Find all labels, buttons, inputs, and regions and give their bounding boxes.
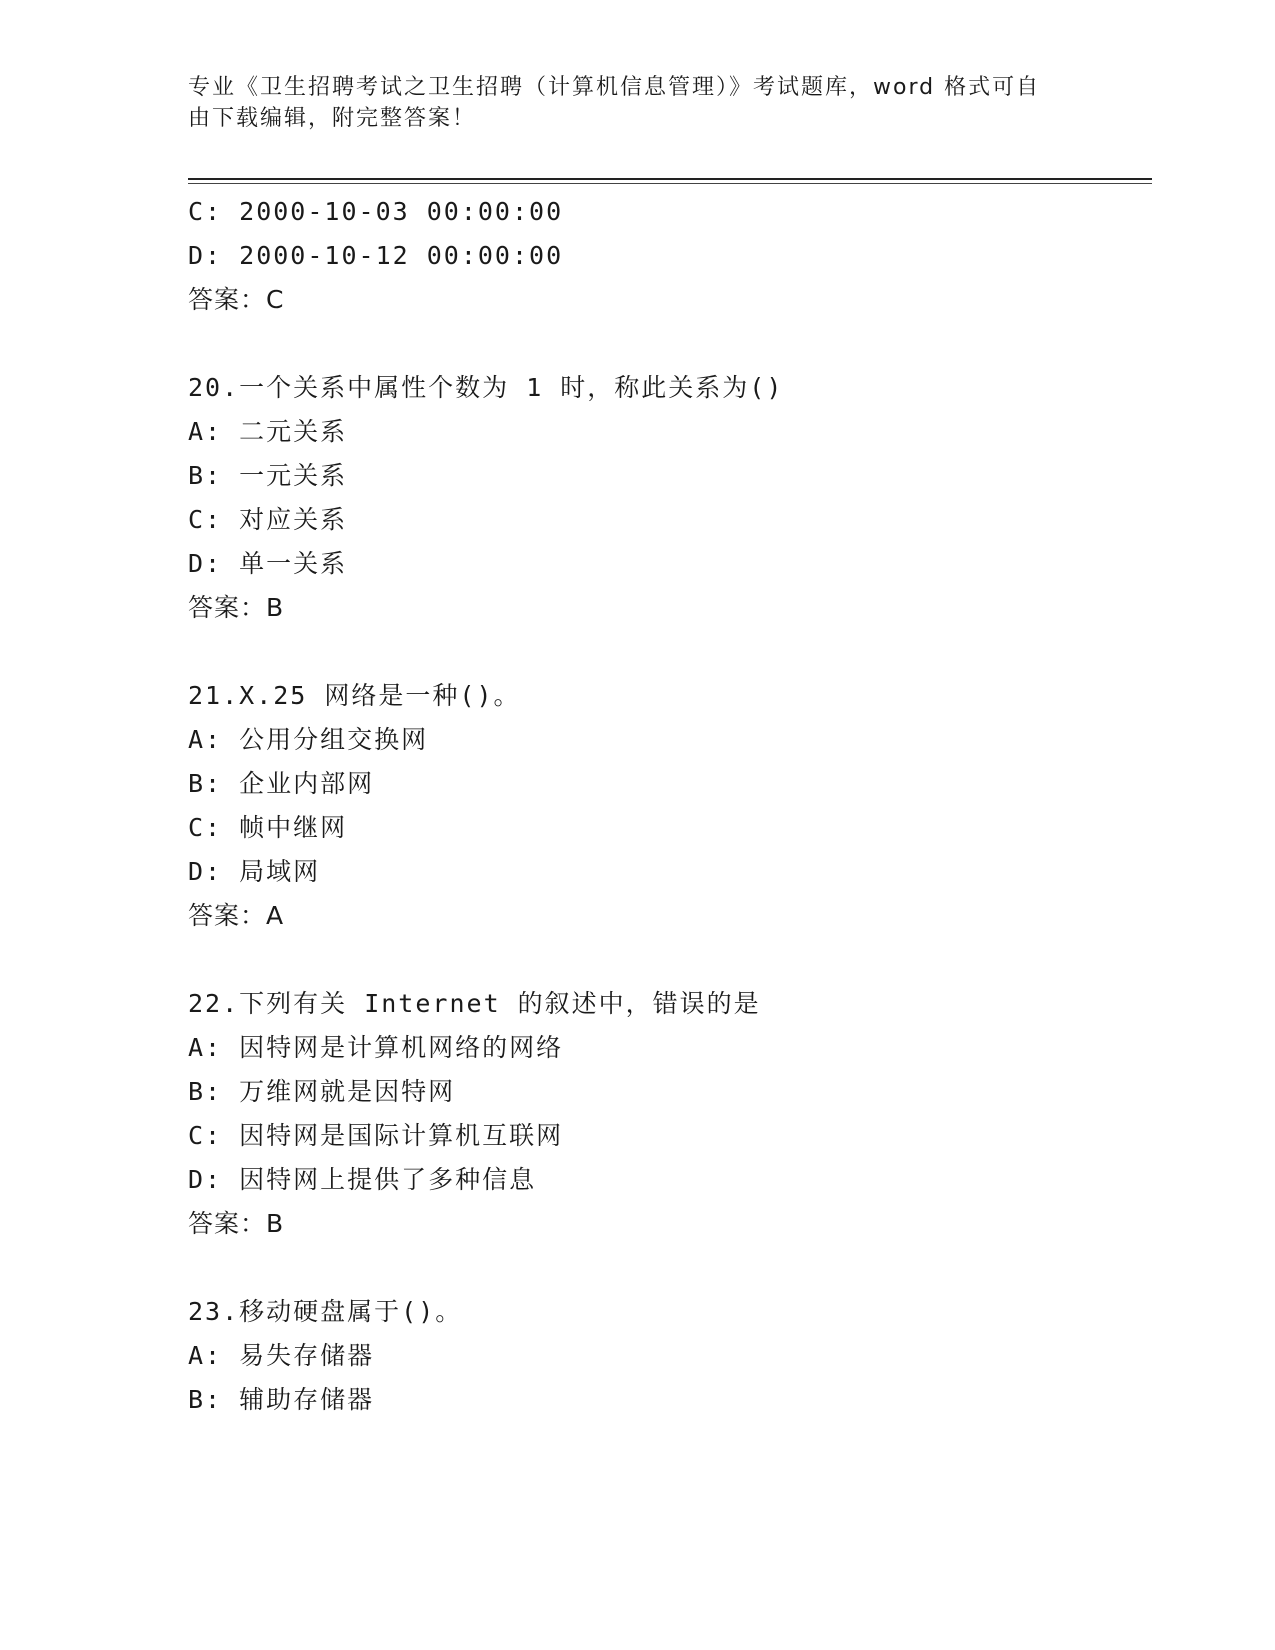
question-23-option-a: A: 易失存储器 bbox=[188, 1341, 375, 1370]
prev-option-d: D: 2000-10-12 00:00:00 bbox=[188, 241, 564, 270]
question-23-option-b: B: 辅助存储器 bbox=[188, 1385, 375, 1414]
question-20-option-b: B: 一元关系 bbox=[188, 461, 348, 490]
question-20-option-a: A: 二元关系 bbox=[188, 417, 348, 446]
header-line-2: 由下载编辑，附完整答案！ bbox=[188, 106, 477, 131]
question-22-answer: 答案：B bbox=[188, 1209, 285, 1238]
question-23-stem: 23.移动硬盘属于()。 bbox=[188, 1297, 463, 1326]
question-21-option-c: C: 帧中继网 bbox=[188, 813, 348, 842]
question-22-stem: 22.下列有关 Internet 的叙述中，错误的是 bbox=[188, 989, 761, 1018]
question-21-option-b: B: 企业内部网 bbox=[188, 769, 375, 798]
question-22-option-a: A: 因特网是计算机网络的网络 bbox=[188, 1033, 564, 1062]
question-21-stem: 21.X.25 网络是一种()。 bbox=[188, 681, 521, 710]
question-22-option-c: C: 因特网是国际计算机互联网 bbox=[188, 1121, 564, 1150]
question-20-answer: 答案：B bbox=[188, 593, 285, 622]
header-divider-thin bbox=[188, 183, 1152, 184]
question-20-stem: 20.一个关系中属性个数为 1 时，称此关系为() bbox=[188, 373, 784, 402]
header-divider bbox=[188, 178, 1152, 180]
question-21-option-d: D: 局域网 bbox=[188, 857, 321, 886]
question-21-option-a: A: 公用分组交换网 bbox=[188, 725, 429, 754]
prev-option-c: C: 2000-10-03 00:00:00 bbox=[188, 197, 564, 226]
question-20-option-d: D: 单一关系 bbox=[188, 549, 348, 578]
question-20-option-c: C: 对应关系 bbox=[188, 505, 348, 534]
header-line-1: 专业《卫生招聘考试之卫生招聘（计算机信息管理）》考试题库，word 格式可自 bbox=[188, 75, 1041, 100]
question-21-answer: 答案：A bbox=[188, 901, 285, 930]
question-22-option-d: D: 因特网上提供了多种信息 bbox=[188, 1165, 537, 1194]
question-22-option-b: B: 万维网就是因特网 bbox=[188, 1077, 456, 1106]
document-header bbox=[188, 72, 1078, 134]
prev-answer: 答案：C bbox=[188, 285, 285, 314]
